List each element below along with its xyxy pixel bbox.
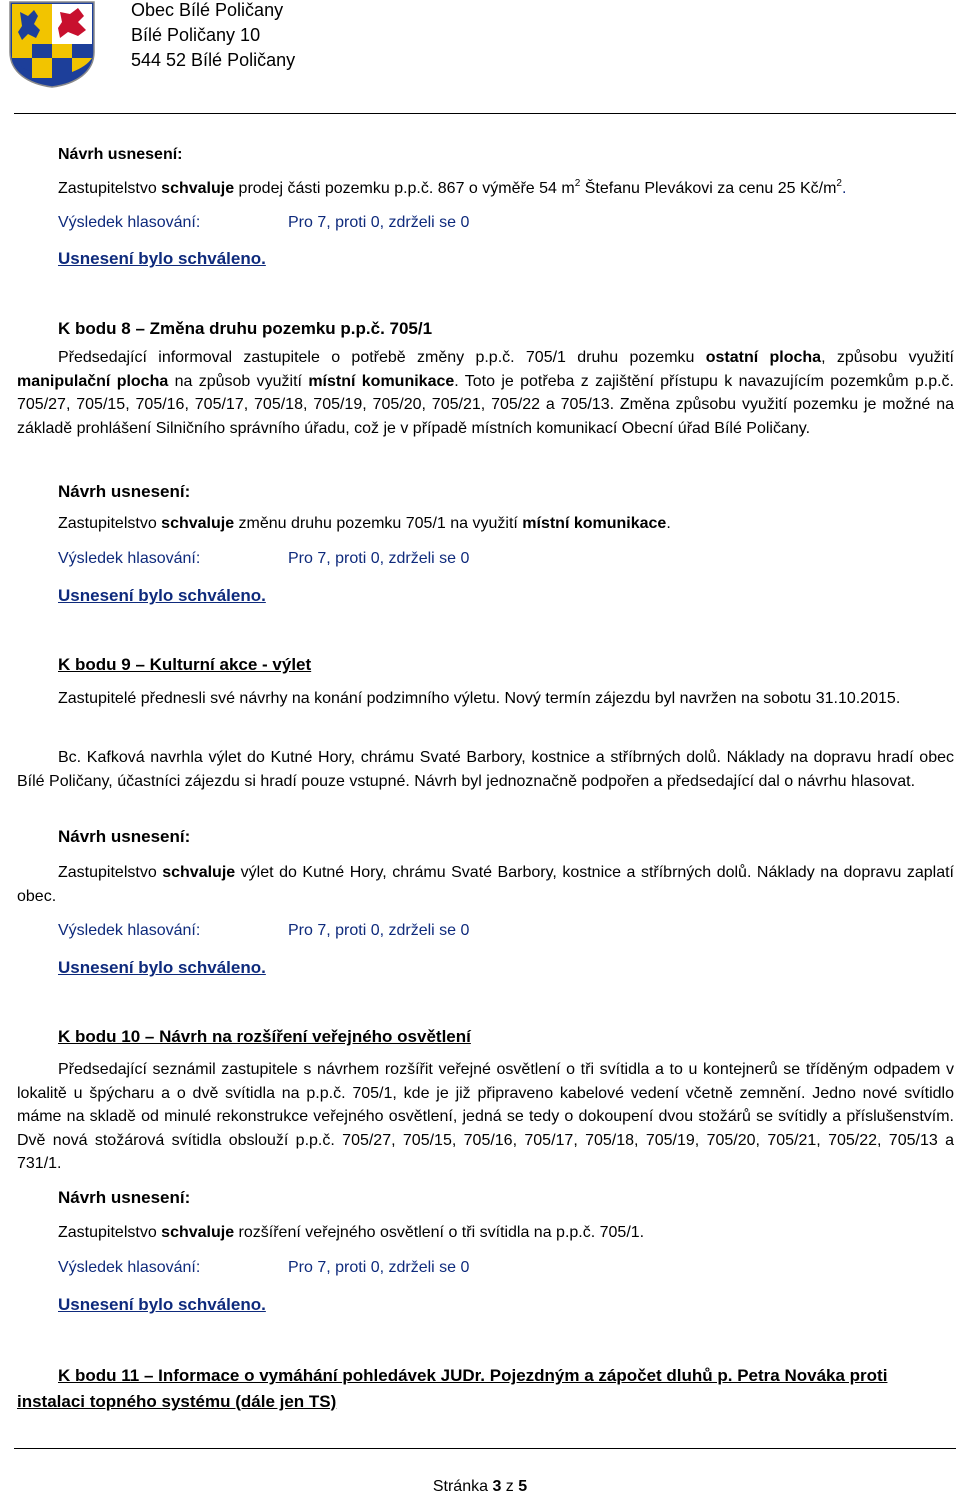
municipality-coat-of-arms xyxy=(6,0,98,88)
footer-divider xyxy=(14,1448,956,1449)
resolution-approved: Usnesení bylo schváleno. xyxy=(58,586,266,605)
resolution-text: Zastupitelstvo schvaluje změnu druhu pozemku 705/1 na využití místní komunikace. xyxy=(58,515,671,532)
vote-result: Pro 7, proti 0, zdrželi se 0 xyxy=(288,1259,470,1276)
vote-label: Výsledek hlasování: xyxy=(58,1259,201,1276)
section-8-heading: K bodu 8 – Změna druhu pozemku p.p.č. 705/1 xyxy=(58,319,433,338)
section-9-paragraph-2: Bc. Kafková navrhla výlet do Kutné Hory, chrámu Svaté Barbory, kostnice a stříbrných dolů. Náklady na dopravu hradí obec Bílé Poličany, účastníci zájezdu si hradí pouze vstupné. Návrh byl jednoznačně podpořen a předsedající dal o návrhu hlasovat. xyxy=(17,749,954,790)
resolution-approved: Usnesení bylo schváleno. xyxy=(58,958,266,977)
navrh-label: Návrh usnesení: xyxy=(58,146,183,163)
section-10-paragraph: Předsedající seznámil zastupitele s návrhem rozšířit veřejné osvětlení o tři svítidla a to u kontejnerů se tříděným odpadem v lokalitě u špýcharu a o dvě svítidla na p.p.č. 705/1, kde je již připraveno kabelové vedení včetně zemnění. Jedno nové svítidlo máme na skladě od minulé rekonstrukce veřejného osvětlení, jedná se tedy o dokoupení dvou stožárů se svítidly a příslušenstvím. Dvě nová stožárová svítidla obslouží p.p.č. 705/27, 705/15, 705/16, 705/17, 705/18, 705/19, 705/20, 705/21, 705/22, 705/13 a 731/1. xyxy=(17,1061,954,1172)
section-9-paragraph-1: Zastupitelé přednesli své návrhy na konání podzimního výletu. Nový termín zájezdu byl navržen na sobotu 31.10.2015. xyxy=(58,690,901,707)
resolution-text: Zastupitelstvo schvaluje prodej části pozemku p.p.č. 867 o výměře 54 $m^2$ Štefanu Plevákovi za cenu 25 $Kč/m^2$. xyxy=(58,178,847,197)
section-9-heading: K bodu 9 – Kulturní akce - výlet xyxy=(58,655,312,674)
resolution-text: Zastupitelstvo schvaluje rozšíření veřejného osvětlení o tři svítidla na p.p.č. 705/1. xyxy=(58,1224,645,1241)
vote-result: Pro 7, proti 0, zdrželi se 0 xyxy=(288,214,470,231)
navrh-label: Návrh usnesení: xyxy=(58,482,191,501)
vote-label: Výsledek hlasování: xyxy=(58,922,201,939)
vote-result: Pro 7, proti 0, zdrželi se 0 xyxy=(288,550,470,567)
navrh-label: Návrh usnesení: xyxy=(58,827,191,846)
vote-label: Výsledek hlasování: xyxy=(58,550,201,567)
resolution-approved: Usnesení bylo schváleno. xyxy=(58,1295,266,1314)
vote-result: Pro 7, proti 0, zdrželi se 0 xyxy=(288,922,470,939)
vote-label: Výsledek hlasování: xyxy=(58,214,201,231)
section-10-heading: K bodu 10 – Návrh na rozšíření veřejného osvětlení xyxy=(58,1027,471,1046)
section-11-heading: K bodu 11 – Informace o vymáhání pohledávek JUDr. Pojezdným a zápočet dluhů p. Petra Nováka proti instalaci topného systému (dále jen TS) xyxy=(17,1366,888,1411)
address-line-1: Bílé Poličany 10 xyxy=(131,25,261,45)
address-line-2: 544 52 Bílé Poličany xyxy=(131,50,296,70)
section-8-paragraph: Předsedající informoval zastupitele o potřebě změny p.p.č. 705/1 druhu pozemku ostatní plocha, způsobu využití manipulační plocha na způsob využití místní komunikace. Toto je potřeba z zajištění přístupu k navazujícím pozemkům p.p.č. 705/27, 705/15, 705/16, 705/17, 705/18, 705/19, 705/20, 705/21, 705/22 a 705/13. Změna způsobu využití pozemku je možné na základě prohlášení Silničního správního úřadu, což je v případě místních komunikací Obecní úřad Bílé Poličany. xyxy=(17,349,954,437)
page-number: Stránka 3 z 5 xyxy=(432,1478,528,1495)
resolution-approved: Usnesení bylo schváleno. xyxy=(58,249,266,268)
org-name: Obec Bílé Poličany xyxy=(131,0,284,20)
navrh-label: Návrh usnesení: xyxy=(58,1188,191,1207)
header-divider xyxy=(14,113,956,114)
resolution-text: Zastupitelstvo schvaluje výlet do Kutné Hory, chrámu Svaté Barbory, kostnice a stříbrných dolů. Náklady na dopravu zaplatí obec. xyxy=(17,864,954,905)
